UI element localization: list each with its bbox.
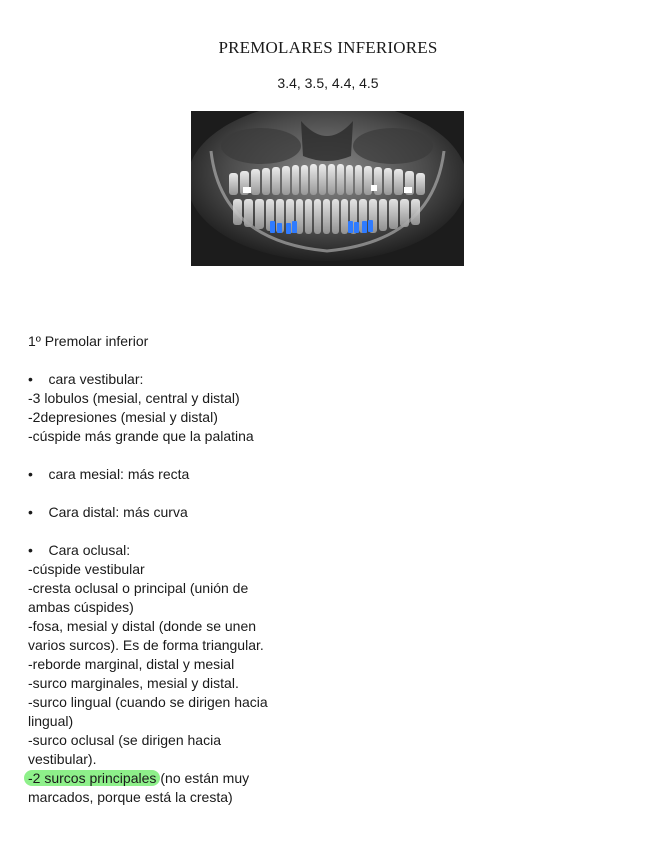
list-item: marcados, porque está la cresta) [28, 789, 233, 805]
list-item-text: (no están muy [160, 770, 250, 786]
tooth-numbers: 3.4, 3.5, 4.4, 4.5 [277, 75, 379, 91]
list-item: -reborde marginal, distal y mesial [28, 656, 235, 672]
highlight-mark: -2 surcos principales [24, 770, 160, 786]
list-item: -fosa, mesial y distal (donde se unen [28, 618, 257, 634]
panoramic-xray-image [191, 111, 464, 266]
list-item: -2depresiones (mesial y distal) [28, 409, 218, 425]
spacer [28, 446, 328, 465]
spacer [28, 484, 328, 503]
list-item: -3 lobulos (mesial, central y distal) [28, 390, 240, 406]
bullet-heading: Cara oclusal: [48, 542, 131, 558]
list-item: varios surcos). Es de forma triangular. [28, 637, 264, 653]
bullet-mesial [28, 465, 328, 484]
list-item: ambas cúspides) [28, 599, 134, 615]
bullet-icon: • [28, 504, 33, 520]
list-item: vestibular). [28, 751, 97, 767]
bullet-icon: • [28, 371, 33, 387]
list-item: -cresta oclusal o principal (unión de [28, 580, 249, 596]
list-item: lingual) [28, 713, 74, 729]
bullet-text: Cara distal: más curva [48, 504, 188, 520]
list-item: -cúspide vestibular [28, 561, 145, 577]
list-item-highlighted [28, 769, 328, 788]
list-item: -cúspide más grande que la palatina [28, 428, 254, 444]
panoramic-xray-icon [191, 111, 464, 266]
bullet-heading: cara vestibular: [48, 371, 144, 387]
page-title: PREMOLARES INFERIORES [218, 38, 438, 57]
list-item: -surco lingual (cuando se dirigen hacia [28, 694, 268, 710]
bullet-oclusal [28, 541, 328, 560]
bullet-icon: • [28, 466, 33, 482]
section-title: 1º Premolar inferior [28, 333, 149, 349]
spacer [28, 351, 328, 370]
list-item: -surco oclusal (se dirigen hacia [28, 732, 221, 748]
bullet-vestibular [28, 370, 328, 389]
bullet-icon: • [28, 542, 33, 558]
bullet-distal [28, 503, 328, 522]
spacer [28, 522, 328, 541]
bullet-text: cara mesial: más recta [48, 466, 190, 482]
notes-body [28, 332, 328, 807]
list-item: -surco marginales, mesial y distal. [28, 675, 239, 691]
